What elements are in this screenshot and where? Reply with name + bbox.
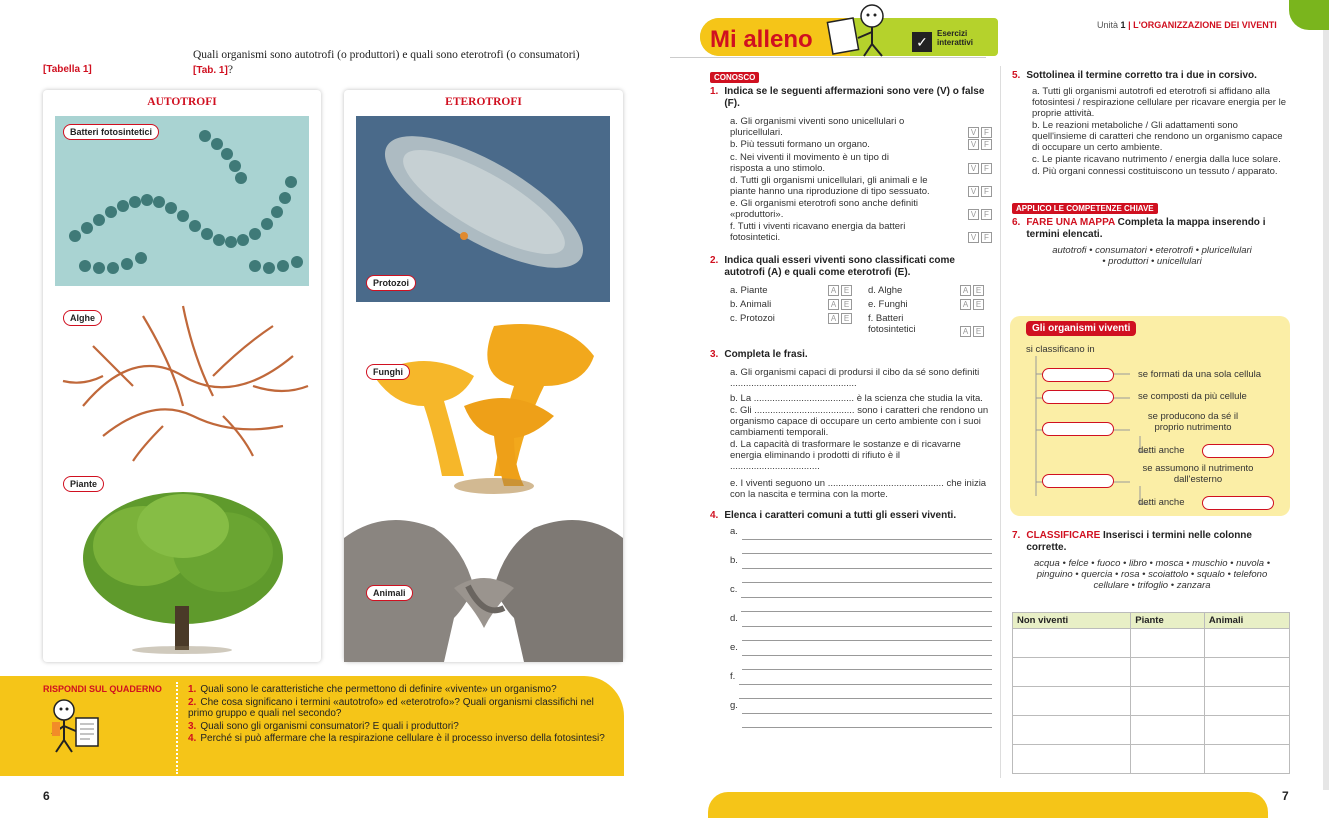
q2-item-e: e. Funghi A E <box>868 299 984 313</box>
map-slot-1[interactable] <box>1042 368 1114 382</box>
q2-item-d: d. Alghe A E <box>868 285 984 299</box>
exercise-column-1 <box>710 72 992 729</box>
tag-batteri: Batteri fotosintetici <box>63 124 159 140</box>
page-number-right: 7 <box>1282 789 1289 803</box>
interactive-label[interactable]: Esercizi interattivi <box>937 29 974 47</box>
q3-item-d[interactable]: d. La capacità di trasformare le sostanze e di ricavarne energia eliminando i prodotti di rifiuto è il .................................. <box>730 439 961 472</box>
q4-line-a[interactable]: a. <box>730 526 992 555</box>
conosco-badge: CONOSCO <box>710 72 759 83</box>
q4-line-c[interactable]: c. <box>730 584 992 613</box>
q2-item-b: b. Animali A E <box>730 299 852 313</box>
map-label-1: se formati da una sola cellula <box>1138 369 1262 380</box>
q2-items <box>710 285 992 337</box>
table-cell[interactable] <box>1131 629 1205 658</box>
map-label-5: se assumono il nutrimento dall'esterno <box>1142 463 1254 485</box>
q5-heading: 5. Sottolinea il termine corretto tra i due in corsivo. <box>1012 70 1257 81</box>
q2-left-col <box>730 285 852 337</box>
autotrofi-card <box>43 90 321 662</box>
classify-table <box>1012 612 1290 774</box>
q1-heading: 1. Indica se le seguenti affermazioni sono vere (V) o false (F). <box>710 86 985 109</box>
tree-photo <box>63 486 303 656</box>
q4-line-e[interactable]: e. <box>730 642 992 671</box>
tag-alghe: Alghe <box>63 310 102 326</box>
q5-item-b[interactable]: b. Le reazioni metaboliche / Gli adattamenti sono quell'insieme di caratteri che rendono un organismo capace di occupare un certo ambiente. <box>1032 120 1283 153</box>
q4-line-b[interactable]: b. <box>730 555 992 584</box>
q3-item-e[interactable]: e. I viventi seguono un ............................................ che inizia con la nascita e termina con la morte. <box>730 478 987 500</box>
table-cell[interactable] <box>1013 687 1131 716</box>
q1-item-d: d. Tutti gli organismi unicellulari, gli animali e le piante hanno una riproduzione di tipo sessuato. V F <box>730 175 992 197</box>
q5-item-a[interactable]: a. Tutti gli organismi autotrofi ed eterotrofi si affidano alla fotosintesi / respirazione cellulare per ricavare energia per le proprie attività. <box>1032 86 1286 119</box>
q3-items <box>710 367 992 500</box>
question-3: 3. Quali sono gli organismi consumatori? E quali i produttori? <box>188 720 459 732</box>
map-slot-2[interactable] <box>1042 390 1114 404</box>
map-label-4: detti anche <box>1138 445 1185 456</box>
page-number-left: 6 <box>43 789 50 803</box>
table-cell[interactable] <box>1131 716 1205 745</box>
eterotrofi-heading: ETEROTROFI <box>445 96 522 108</box>
table-cell[interactable] <box>1013 629 1131 658</box>
q2-item-a: a. Piante A E <box>730 285 852 299</box>
q1-item-a: a. Gli organismi viventi sono unicellulari o pluricellulari. V F <box>730 116 992 138</box>
green-corner <box>1289 0 1329 30</box>
column-divider <box>1000 66 1001 778</box>
applico-row <box>1012 203 1292 214</box>
col-piante: Piante <box>1131 613 1205 629</box>
q2-right-col <box>868 285 984 337</box>
band-heading: RISPONDI SUL QUADERNO <box>43 684 162 694</box>
q4-lines <box>710 526 992 729</box>
table-label: [Tabella 1] <box>43 64 92 75</box>
table-cell[interactable] <box>1204 629 1289 658</box>
map-label-2: se composti da più cellule <box>1138 391 1247 402</box>
table-cell[interactable] <box>1013 716 1131 745</box>
map-intro: si classificano in <box>1026 344 1095 355</box>
q5-item-c[interactable]: c. Le piante ricavano nutrimento / energia dalla luce solare. <box>1032 154 1281 165</box>
table-cell[interactable] <box>1204 745 1289 774</box>
col-non-viventi: Non viventi <box>1013 613 1131 629</box>
bacteria-photo <box>55 116 309 286</box>
q6-heading: 6. FARE UNA MAPPA Completa la mappa inserendo i termini elencati. <box>1012 217 1266 240</box>
map-slot-5[interactable] <box>1202 444 1274 458</box>
map-label-6: detti anche <box>1138 497 1185 508</box>
page-edge <box>1323 30 1329 790</box>
checkmark-icon: ✓ <box>912 32 932 52</box>
q5-item-d[interactable]: d. Più organi connessi costituiscono un tessuto / apparato. <box>1032 166 1278 177</box>
question-2: 2. Che cosa significano i termini «autotrofo» ed «eterotrofo»? Quali organismi classifichi nel primo gruppo e quali nel secondo? <box>188 696 594 719</box>
table-cell[interactable] <box>1013 745 1131 774</box>
q7-heading: 7. CLASSIFICARE Inserisci i termini nelle colonne corrette. <box>1012 530 1252 553</box>
tag-piante: Piante <box>63 476 104 492</box>
mushroom-photo <box>364 306 604 506</box>
q1-item-e: e. Gli organismi eterotrofi sono anche definiti «produttori». V F <box>730 198 992 220</box>
q1-item-b: b. Più tessuti formano un organo. V F <box>730 139 992 151</box>
q2-heading: 2. Indica quali esseri viventi sono classificati come autotrofi (A) e quali come eterotrofi (E). <box>710 255 955 278</box>
q1-item-c: c. Nei viventi il movimento è un tipo di risposta a uno stimolo. V F <box>730 152 992 174</box>
q6-terms: autotrofi • consumatori • eterotrofi • pluricellulari • produttori • unicellulari <box>1052 245 1252 267</box>
tag-protozoi: Protozoi <box>366 275 416 291</box>
autotrofi-heading: AUTOTROFI <box>147 96 217 108</box>
table-cell[interactable] <box>1131 745 1205 774</box>
question-4: 4. Perché si può affermare che la respirazione cellulare è il processo inverso della fotosintesi? <box>188 733 605 744</box>
table-cell[interactable] <box>1131 658 1205 687</box>
question-list <box>188 684 618 746</box>
map-slot-4[interactable] <box>1042 474 1114 488</box>
q3-item-a[interactable]: a. Gli organismi capaci di prodursi il cibo da sé sono definiti ................................................ <box>730 367 980 389</box>
tag-animali: Animali <box>366 585 413 601</box>
unit-breadcrumb: Unità 1 | L'ORGANIZZAZIONE DEI VIVENTI <box>1097 20 1277 30</box>
map-slot-6[interactable] <box>1202 496 1274 510</box>
q3-heading: 3. Completa le frasi. <box>710 349 808 360</box>
col-animali: Animali <box>1204 613 1289 629</box>
q7-terms: acqua • felce • fuoco • libro • mosca • muschio • nuvola • pinguino • quercia • rosa • scoiattolo • squalo • telefono cellulare • trifoglio • zanzara <box>1033 558 1271 591</box>
header-rule <box>670 57 986 58</box>
q3-item-b[interactable]: b. La ...................................... è la scienza che studia la vita. <box>730 393 983 404</box>
table-cell[interactable] <box>1204 687 1289 716</box>
q4-heading: 4. Elenca i caratteri comuni a tutti gli esseri viventi. <box>710 510 957 521</box>
q2-item-f: f. Batteri fotosintetici A E <box>868 313 984 337</box>
mascot-header-icon <box>824 2 904 61</box>
map-title: Gli organismi viventi <box>1026 321 1136 336</box>
band-divider <box>176 682 178 774</box>
q2-item-c: c. Protozoi A E <box>730 313 852 327</box>
q4-line-f[interactable]: f. <box>730 671 992 700</box>
map-label-3: se producono da sé il proprio nutrimento <box>1147 411 1239 433</box>
q4-line-g[interactable]: g. <box>730 700 992 729</box>
table-cell[interactable] <box>1131 687 1205 716</box>
table-cell[interactable] <box>1204 716 1289 745</box>
q1-items <box>710 116 992 243</box>
q3-item-c[interactable]: c. Gli ...................................... sono i caratteri che rendono un organismo capace di occupare un certo ambiente con i suoi cambiamenti temporali. <box>730 405 989 438</box>
q5-items <box>1012 86 1292 177</box>
q7-block <box>1012 530 1292 591</box>
q1-item-f: f. Tutti i viventi ricavano energia da batteri fotosintetici. V F <box>730 221 992 243</box>
exercise-column-2 <box>1012 70 1292 267</box>
table-cell[interactable] <box>1013 658 1131 687</box>
map-slot-3[interactable] <box>1042 422 1114 436</box>
tag-funghi: Funghi <box>366 364 410 380</box>
applico-badge: APPLICO LE COMPETENZE CHIAVE <box>1012 203 1158 214</box>
question-1: 1. Quali sono le caratteristiche che permettono di definire «vivente» un organismo? <box>188 684 557 695</box>
table-title: Quali organismi sono autotrofi (o produttori) e quali sono eterotrofi (o consumatori) [Tab. 1]? <box>193 49 580 76</box>
table-cell[interactable] <box>1204 658 1289 687</box>
right-page <box>664 0 1329 818</box>
header-title: Mi alleno <box>710 26 813 53</box>
eterotrofi-card <box>344 90 623 662</box>
q4-line-d[interactable]: d. <box>730 613 992 642</box>
bottom-band <box>708 792 1268 818</box>
mascot-icon <box>42 696 112 759</box>
left-page <box>0 0 664 818</box>
concept-map <box>1010 316 1290 516</box>
